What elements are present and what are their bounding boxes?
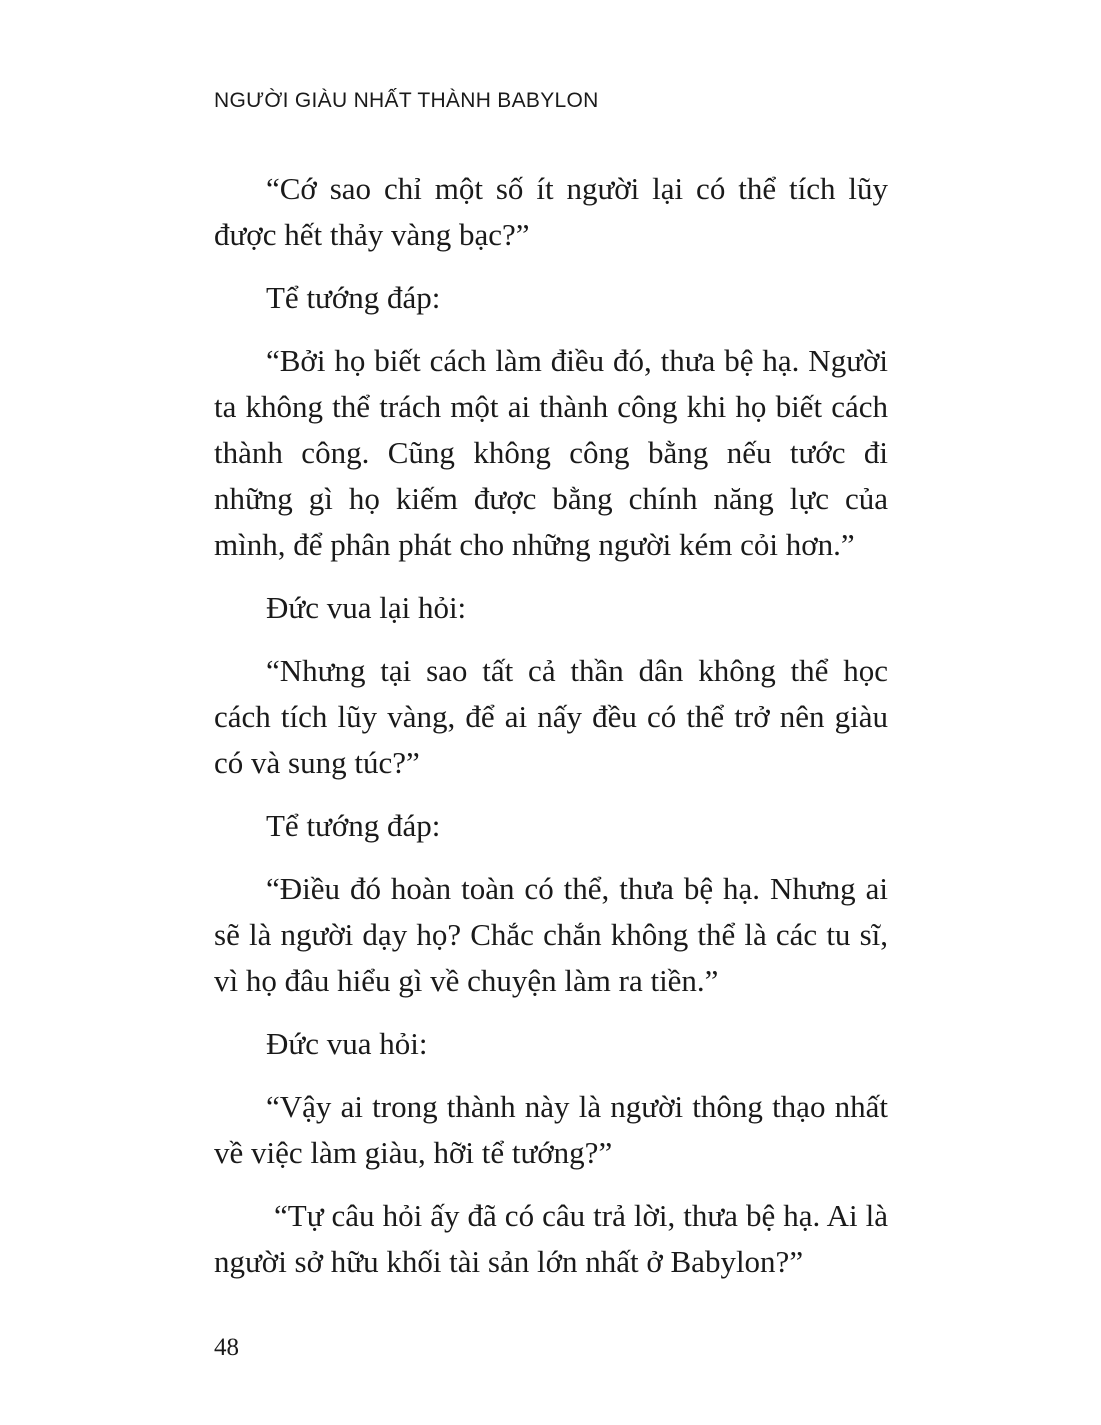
paragraph: “Tự câu hỏi ấy đã có câu trả lời, thưa bệ hạ. Ai là người sở hữu khối tài sản lớn nhất ở Babylon?” <box>214 1198 888 1279</box>
paragraph: Tể tướng đáp: <box>266 808 441 843</box>
running-header: NGƯỜI GIÀU NHẤT THÀNH BABYLON <box>214 89 599 112</box>
paragraph: “Bởi họ biết cách làm điều đó, thưa bệ hạ. Người ta không thể trách một ai thành công khi họ biết cách thành công. Cũng không công bằng nếu tước đi những gì họ kiếm được bằng chính năng lực của mình, để phân phát cho những người kém cỏi hơn.” <box>214 343 888 562</box>
body-text <box>214 166 888 1302</box>
paragraph: “Điều đó hoàn toàn có thể, thưa bệ hạ. Nhưng ai sẽ là người dạy họ? Chắc chắn không thể là các tu sĩ, vì họ đâu hiểu gì về chuyện làm ra tiền.” <box>214 871 888 998</box>
paragraph: “Nhưng tại sao tất cả thần dân không thể học cách tích lũy vàng, để ai nấy đều có thể trở nên giàu có và sung túc?” <box>214 653 888 780</box>
paragraph: Đức vua lại hỏi: <box>266 590 467 625</box>
paragraph: “Vậy ai trong thành này là người thông thạo nhất về việc làm giàu, hỡi tể tướng?” <box>214 1089 888 1170</box>
paragraph: “Cớ sao chỉ một số ít người lại có thể tích lũy được hết thảy vàng bạc?” <box>214 171 888 252</box>
paragraph: Đức vua hỏi: <box>266 1026 428 1061</box>
page-number: 48 <box>214 1334 239 1361</box>
paragraph: Tể tướng đáp: <box>266 280 441 315</box>
